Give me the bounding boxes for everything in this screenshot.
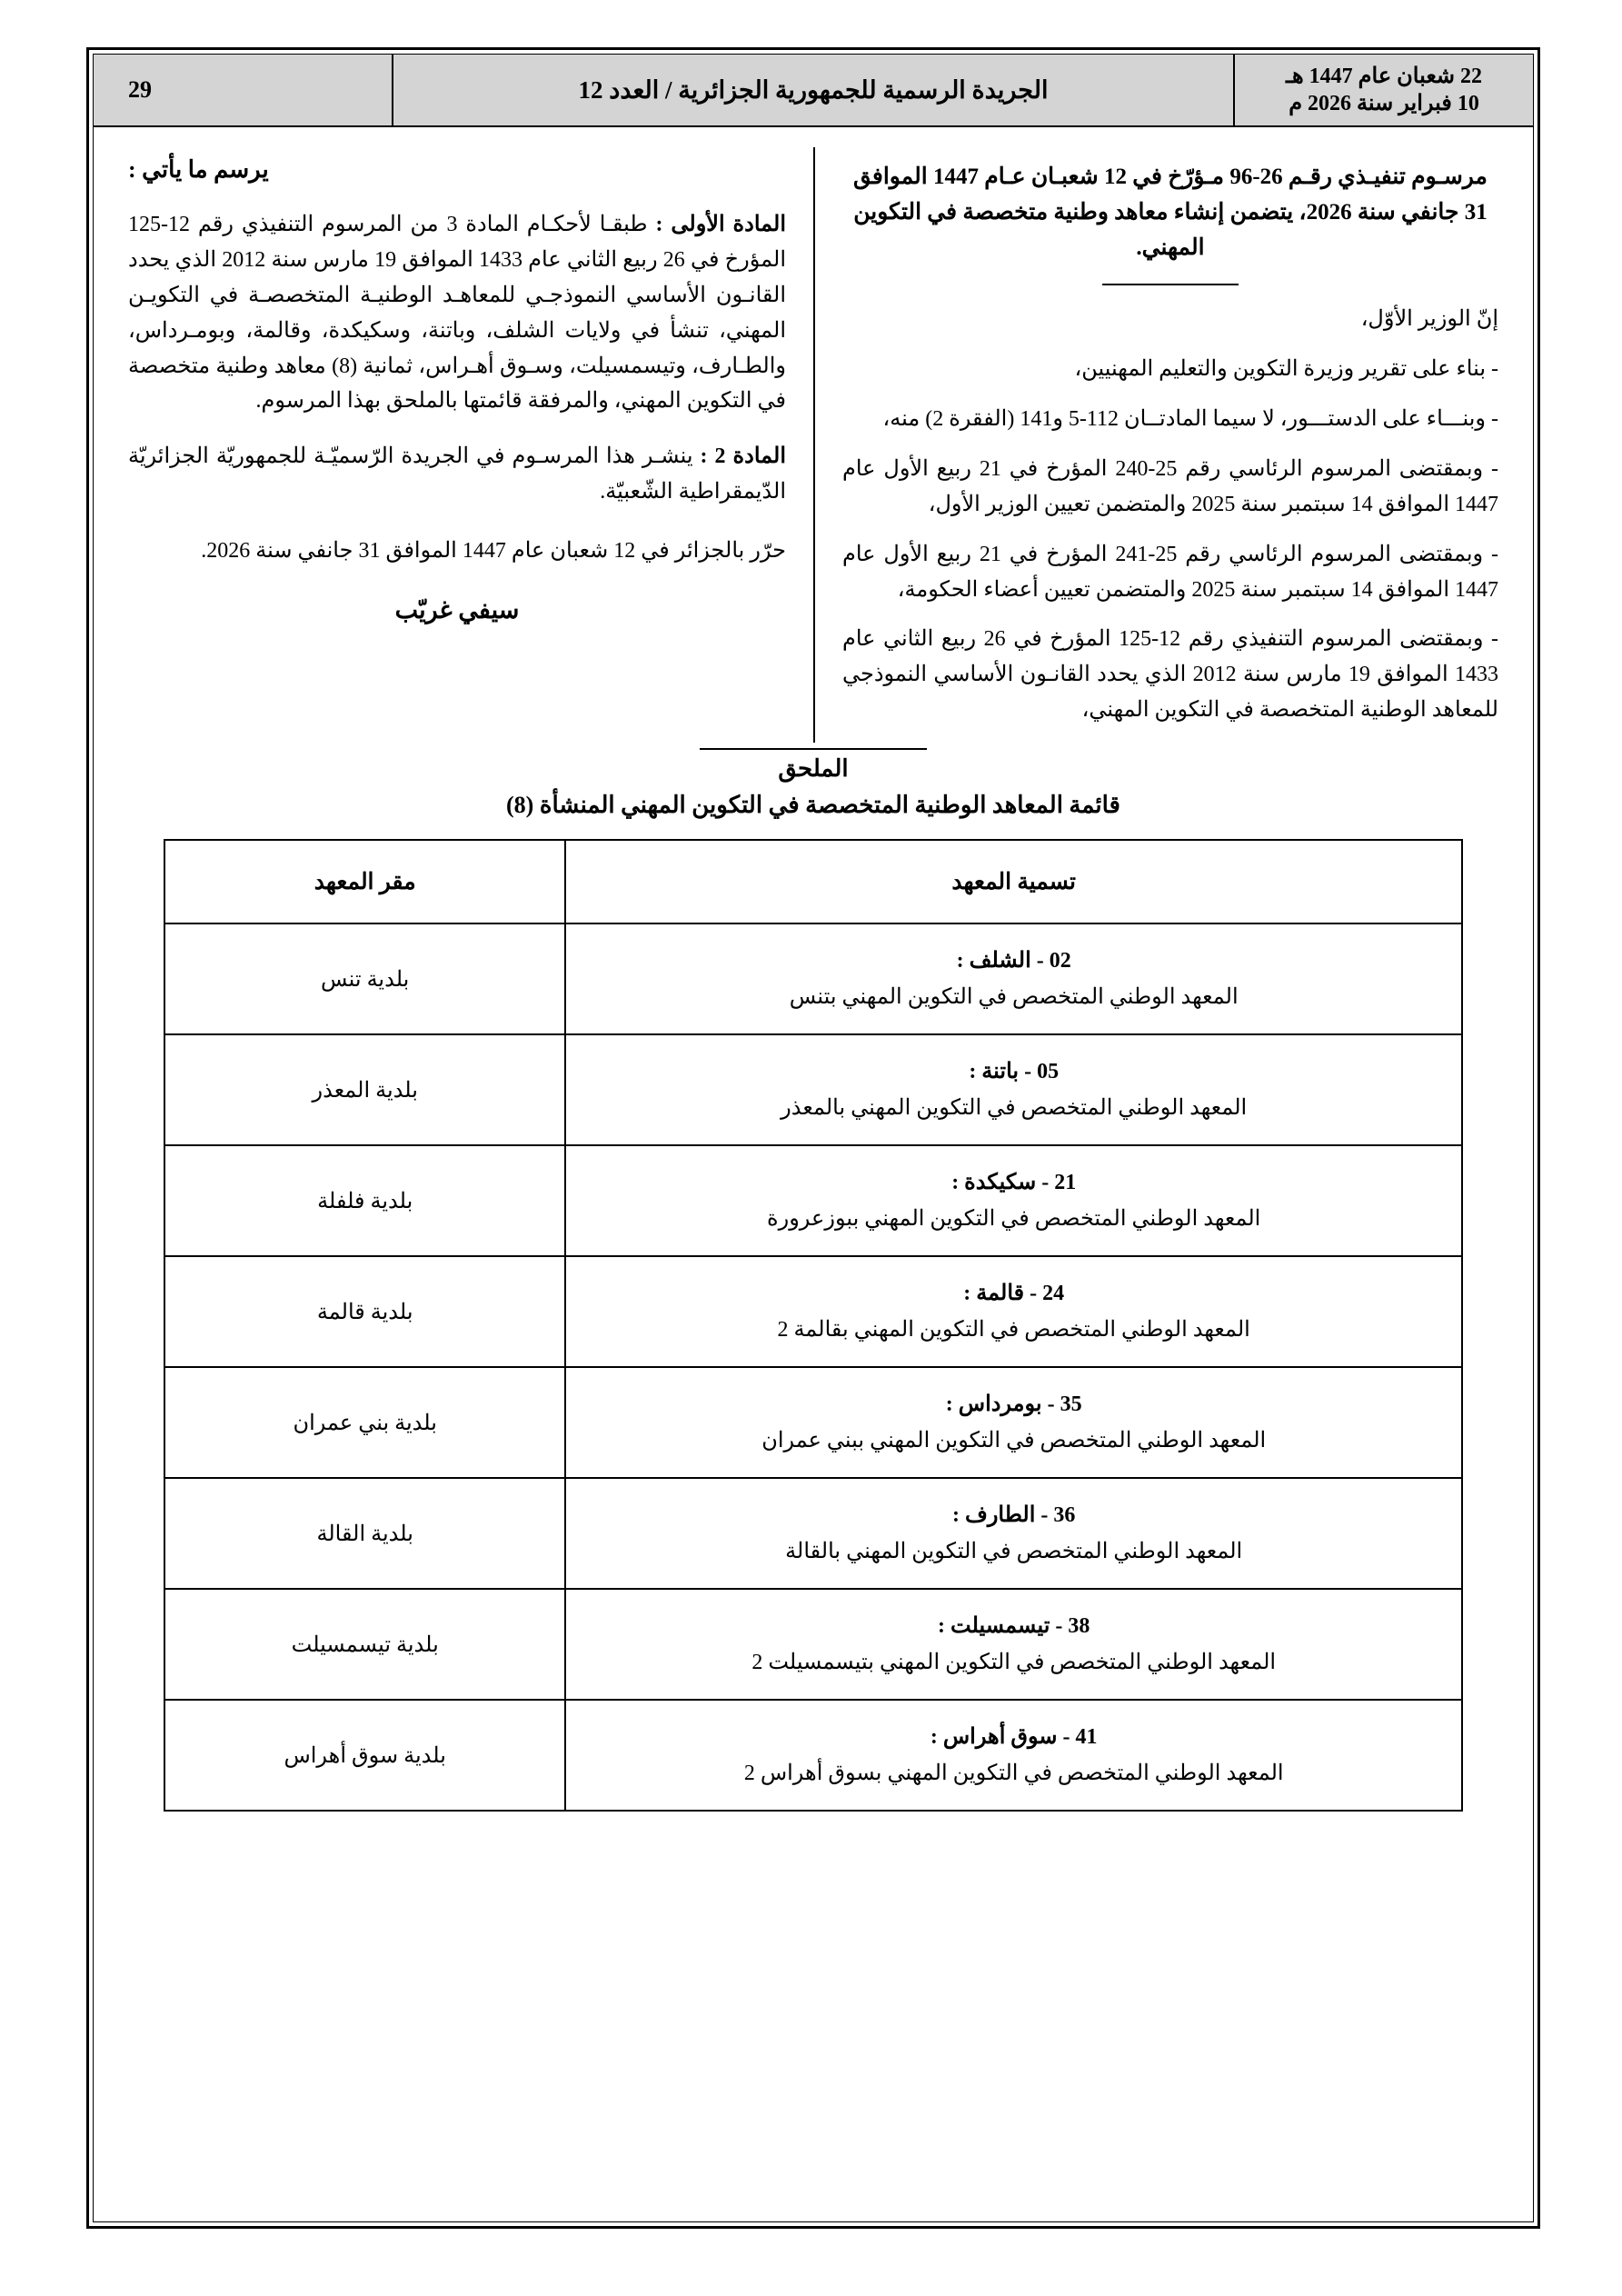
signature-name: سيفي غريّب [394, 595, 520, 624]
institute-seat-cell: بلدية تيسمسيلت [164, 1589, 565, 1700]
header-hijri-date: 22 شعبان عام 1447 هـ [1285, 65, 1483, 88]
table-row [164, 1145, 1462, 1256]
institute-seat-cell: بلدية تنس [164, 923, 565, 1034]
header-gregorian-date: 10 فبراير سنة 2026 م [1289, 92, 1479, 115]
institute-seat-cell: بلدية سوق أهراس [164, 1700, 565, 1811]
visa-item-5: - وبمقتضى المرسوم التنفيذي رقم 12-125 المؤرخ في 26 ربيع الثاني عام 1433 الموافق 19 مارس سنة 2012 الذي يحدد القانـون الأساسي النموذجي للمعاهد الوطنية المتخصصة في التكوين المهني، [842, 627, 1498, 723]
annex-title: الملحق [778, 755, 849, 782]
annex-subtitle: قائمة المعاهد الوطنية المتخصصة في التكوين المهني المنشأة (8) [506, 792, 1120, 818]
institute-name: المعهد الوطني المتخصص في التكوين المهني بتيسمسيلت 2 [751, 1651, 1277, 1674]
visa-item-2: - وبنـــاء على الدستـــور، لا سيما المادتــان 112-5 و141 (الفقرة 2) منه، [882, 407, 1498, 431]
article-1 [128, 207, 786, 419]
institute-seat-cell: بلدية فلفلة [164, 1145, 565, 1256]
table-row [164, 1700, 1462, 1811]
table-row [164, 1034, 1462, 1145]
column-header-seat: مقر المعهد [164, 840, 565, 923]
annex-section [94, 748, 1533, 1812]
page-inner-border [93, 54, 1534, 2222]
article-2 [128, 439, 786, 510]
two-column-body [94, 127, 1533, 743]
institute-name: المعهد الوطني المتخصص في التكوين المهني بتنس [789, 985, 1239, 1009]
wilaya-label: 38 - تيسمسيلت : [938, 1614, 1090, 1638]
institute-name: المعهد الوطني المتخصص في التكوين المهني بالمعذر [781, 1096, 1248, 1120]
article-1-text: طبقـا لأحكـام المادة 3 من المرسوم التنفيذي رقم 12-125 المؤرخ في 26 ربيع الثاني عام 1433 الموافق 19 مارس سنة 2012 الذي يحدد القانـون الأساسي النموذجـي للمعاهـد الوطنيـة المتخصصـة في التكويـن المهني، تنشأ في ولايات الشلف، وباتنة، وسكيكدة، وقالمة، وبومـرداس، والطـارف، وتيسمسيلت، وسـوق أهـراس، ثمانية (8) معاهد وطنية متخصصة في التكوين المهني، والمرفقة قائمتها بالملحق بهذا المرسوم. [128, 213, 787, 414]
annex-divider [700, 748, 927, 750]
decides-heading: يرسم ما يأتي : [128, 156, 269, 183]
institute-seat-cell: بلدية المعذر [164, 1034, 565, 1145]
visa-item-3: - وبمقتضى المرسوم الرئاسي رقم 25-240 المؤرخ في 21 ربيع الأول عام 1447 الموافق 14 سبتمبر سنة 2025 والمتضمن تعيين الوزير الأول، [842, 456, 1498, 516]
column-right [813, 147, 1498, 743]
decree-title: مرسـوم تنفيـذي رقـم 26-96 مـؤرّخ في 12 شعبـان عـام 1447 الموافق 31 جانفي سنة 2026، يتضمن إنشاء معاهد وطنية متخصصة في التكوين المهني. [853, 165, 1488, 260]
column-left [128, 147, 813, 743]
table-row [164, 1478, 1462, 1589]
wilaya-label: 24 - قالمة : [963, 1282, 1065, 1305]
table-row [164, 1589, 1462, 1700]
institute-name: المعهد الوطني المتخصص في التكوين المهني ببني عمران [761, 1429, 1267, 1452]
institute-name-cell [565, 1478, 1462, 1589]
institute-seat-cell: بلدية قالمة [164, 1256, 565, 1367]
table-header-row [164, 840, 1462, 923]
article-2-label: المادة 2 : [700, 444, 786, 469]
visa-item-4: - وبمقتضى المرسوم الرئاسي رقم 25-241 المؤرخ في 21 ربيع الأول عام 1447 الموافق 14 سبتمبر سنة 2025 والمتضمن تعيين أعضاء الحكومة، [842, 542, 1498, 602]
column-header-name: تسمية المعهد [565, 840, 1462, 923]
institute-seat-cell: بلدية القالة [164, 1478, 565, 1589]
institute-name-cell [565, 1145, 1462, 1256]
institute-name-cell [565, 1034, 1462, 1145]
header-date-block [1233, 55, 1533, 125]
table-row [164, 923, 1462, 1034]
wilaya-label: 41 - سوق أهراس : [930, 1725, 1098, 1749]
journal-page [86, 47, 1540, 2229]
institute-name: المعهد الوطني المتخصص في التكوين المهني بقالمة 2 [777, 1318, 1250, 1342]
visa-item-1: - بناء على تقرير وزيرة التكوين والتعليم المهنيين، [1074, 357, 1498, 382]
institute-name: المعهد الوطني المتخصص في التكوين المهني ببوزعرورة [767, 1207, 1261, 1231]
table-row [164, 1367, 1462, 1478]
wilaya-label: 35 - بومرداس : [945, 1393, 1082, 1416]
institute-name-cell [565, 1700, 1462, 1811]
wilaya-label: 05 - باتنة : [969, 1060, 1060, 1083]
institute-name-cell [565, 1256, 1462, 1367]
article-1-label: المادة الأولى : [655, 213, 786, 236]
institute-name-cell [565, 923, 1462, 1034]
wilaya-label: 36 - الطارف : [951, 1503, 1076, 1527]
header-page-number: 29 [94, 55, 393, 125]
institute-name-cell [565, 1367, 1462, 1478]
header-journal-title: الجريدة الرسمية للجمهورية الجزائرية / العدد 12 [578, 75, 1049, 104]
article-2-text: ينشـر هذا المرسـوم في الجريدة الرّسميّـة للجمهوريّة الجزائريّة الدّيمقراطية الشّعبيّة. [128, 444, 786, 504]
page-header [94, 55, 1533, 127]
institute-name: المعهد الوطني المتخصص في التكوين المهني بالقالة [785, 1540, 1243, 1563]
institute-name: المعهد الوطني المتخصص في التكوين المهني بسوق أهراس 2 [743, 1762, 1284, 1785]
title-divider [1102, 284, 1239, 285]
signature-place: حرّر بالجزائر في 12 شعبان عام 1447 الموافق 31 جانفي سنة 2026. [201, 539, 786, 563]
institute-name-cell [565, 1589, 1462, 1700]
decree-opening: إنّ الوزير الأوّل، [1360, 307, 1498, 332]
wilaya-label: 21 - سكيكدة : [951, 1171, 1077, 1194]
wilaya-label: 02 - الشلف : [956, 949, 1071, 973]
institutes-table [164, 839, 1463, 1812]
institute-seat-cell: بلدية بني عمران [164, 1367, 565, 1478]
table-row [164, 1256, 1462, 1367]
